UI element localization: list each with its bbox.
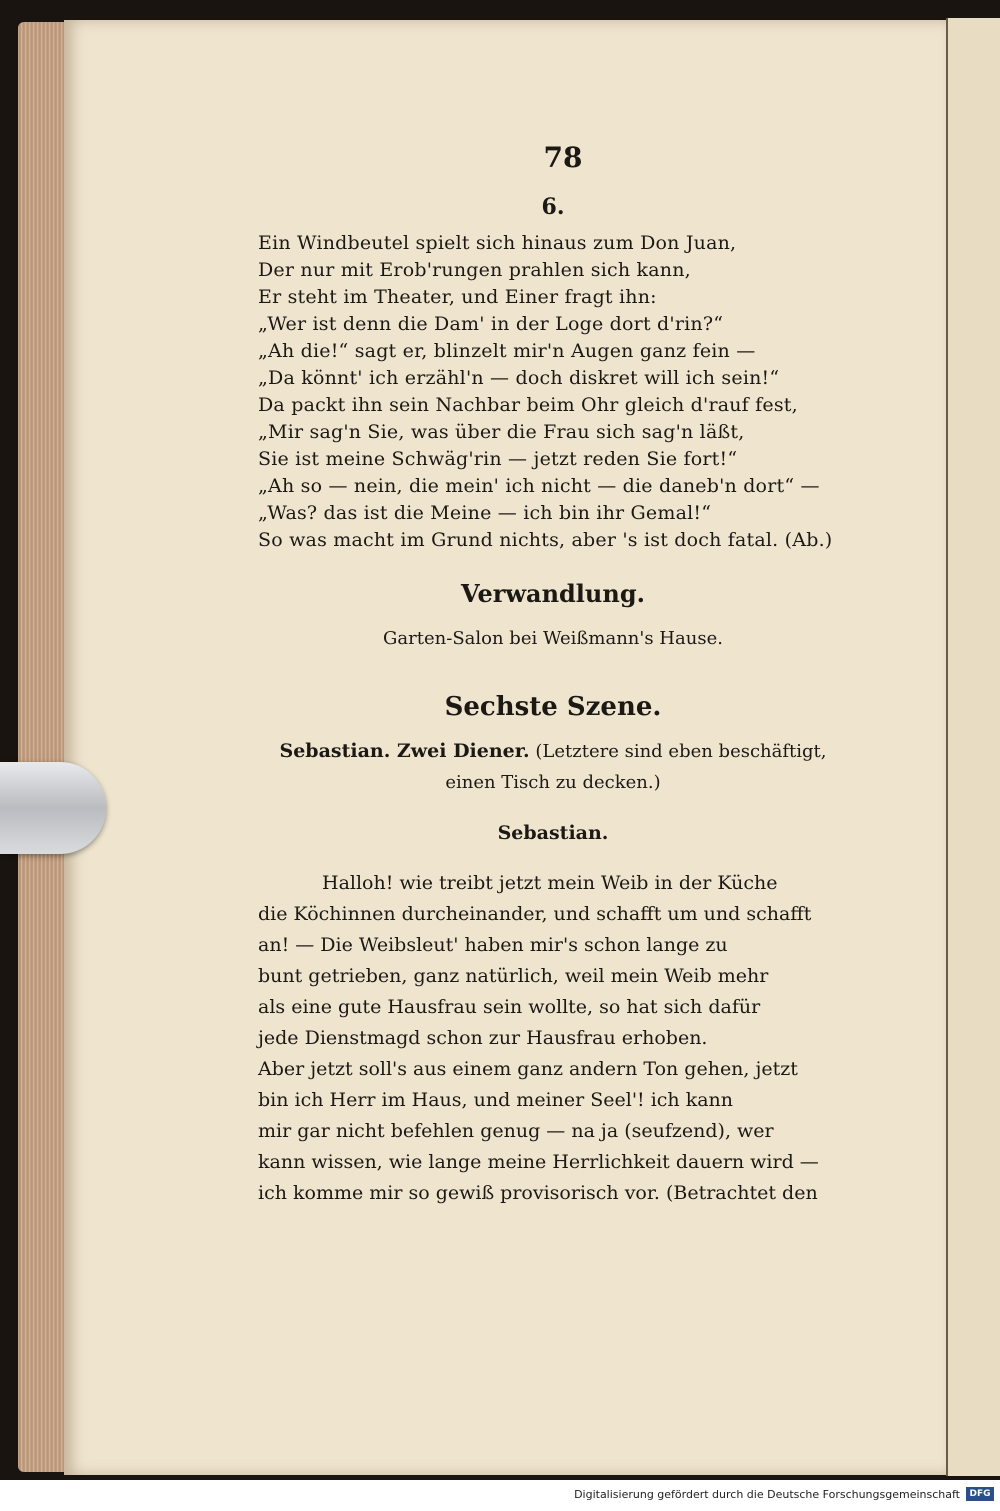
speech-paragraph [258, 868, 848, 1209]
verse-stanza [258, 230, 848, 554]
verse-line: „Wer ist denn die Dam' in der Loge dort d'rin?“ [258, 313, 724, 335]
prose-line: ich komme mir so gewiß provisorisch vor. (Betrachtet den [258, 1182, 818, 1204]
verse-line: „Da könnt' ich erzähl'n — doch diskret will ich sein!“ [258, 367, 780, 389]
footer-credit: Digitalisierung gefördert durch die Deutsche Forschungsgemeinschaft [574, 1488, 960, 1501]
prose-line: bin ich Herr im Haus, und meiner Seel'! ich kann [258, 1089, 734, 1111]
stanza-number: 6. [541, 194, 565, 220]
prose-line: an! — Die Weibsleut' haben mir's schon lange zu [258, 934, 728, 956]
prose-line: Aber jetzt soll's aus einem ganz andern Ton gehen, jetzt [258, 1058, 798, 1080]
page-text [258, 138, 848, 1209]
section-heading: Verwandlung. [461, 579, 645, 608]
page-number: 78 [543, 141, 583, 174]
digitization-footer [0, 1480, 1000, 1511]
verse-line: „Ah die!“ sagt er, blinzelt mir'n Augen ganz fein — [258, 340, 756, 362]
section-subheading: Garten-Salon bei Weißmann's Hause. [383, 628, 723, 649]
prose-line: als eine gute Hausfrau sein wollte, so hat sich dafür [258, 996, 761, 1018]
stage-direction: einen Tisch zu decken.) [445, 772, 661, 793]
verse-line: „Was? das ist die Meine — ich bin ihr Gemal!“ [258, 502, 712, 524]
cast-list [258, 736, 848, 798]
prose-line: mir gar nicht befehlen genug — na ja (seufzend), wer [258, 1120, 774, 1142]
prose-line: Halloh! wie treibt jetzt mein Weib in der Küche [322, 872, 778, 894]
prose-line: jede Dienstmagd schon zur Hausfrau erhoben. [258, 1027, 708, 1049]
cast-names: Sebastian. Zwei Diener. [279, 740, 530, 762]
scene-heading: Sechste Szene. [444, 692, 662, 722]
verse-line: „Mir sag'n Sie, was über die Frau sich sag'n läßt, [258, 421, 745, 443]
verse-line: Ein Windbeutel spielt sich hinaus zum Don Juan, [258, 232, 737, 254]
verse-line: Der nur mit Erob'rungen prahlen sich kann, [258, 259, 691, 281]
prose-line: die Köchinnen durcheinander, und schafft um und schafft [258, 903, 812, 925]
speaker-name: Sebastian. [497, 822, 609, 844]
facing-page-edge [946, 18, 1000, 1476]
verse-line: Da packt ihn sein Nachbar beim Ohr gleich d'rauf fest, [258, 394, 798, 416]
verse-line: Sie ist meine Schwäg'rin — jetzt reden Sie fort!“ [258, 448, 738, 470]
verse-line: Er steht im Theater, und Einer fragt ihn: [258, 286, 657, 308]
prose-line: kann wissen, wie lange meine Herrlichkeit dauern wird — [258, 1151, 819, 1173]
dfg-logo-icon: DFG [966, 1487, 994, 1501]
verse-line: So was macht im Grund nichts, aber 's ist doch fatal. (Ab.) [258, 529, 833, 551]
verse-line: „Ah so — nein, die mein' ich nicht — die daneb'n dort“ — [258, 475, 820, 497]
stage-direction: (Letztere sind eben beschäftigt, [535, 741, 827, 762]
prose-line: bunt getrieben, ganz natürlich, weil mein Weib mehr [258, 965, 769, 987]
page-holder-clip [0, 762, 106, 854]
